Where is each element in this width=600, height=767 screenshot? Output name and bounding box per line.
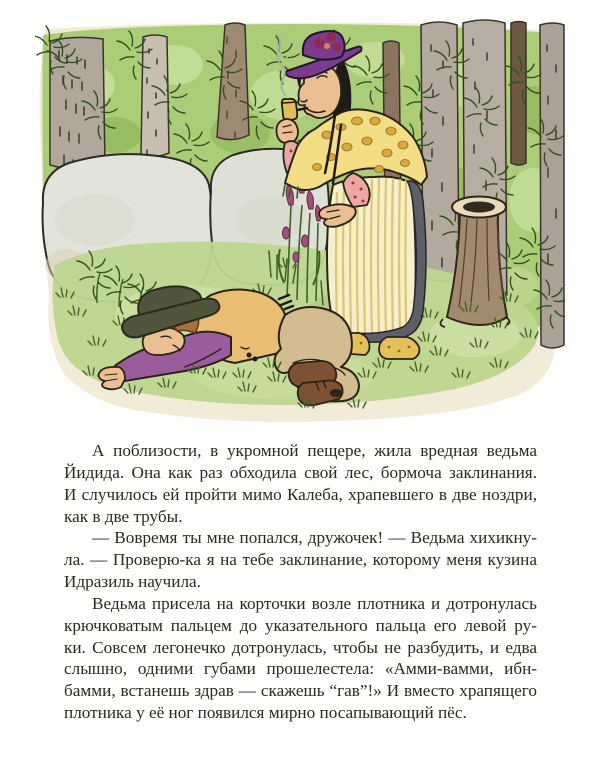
text-line: плотника у её ног появился мирно посапывающий пёс.	[64, 703, 467, 723]
paragraph	[64, 593, 537, 724]
tree-trunk	[141, 35, 169, 157]
text-line: Йидида. Она как раз обходила свой лес, бормоча заклинания.	[64, 462, 537, 482]
text-line: И случилось ей пройти мимо Калеба, храпевшего в две ноздри,	[64, 484, 537, 504]
story-illustration	[35, 15, 565, 430]
text-line: Ведьма присела на корточки возле плотника и дотронулась	[92, 593, 537, 613]
man-hand	[99, 367, 125, 389]
tree-trunk	[540, 23, 564, 348]
text-line: ла. — Проверю-ка я на тебе заклинание, которому меня кузина	[64, 550, 537, 570]
text-line: бамми, встанешь здрав — скажешь “гав”!» И вместо храпящего	[64, 681, 537, 701]
illustration-svg	[35, 15, 565, 430]
paragraph	[64, 527, 537, 593]
paragraph	[64, 440, 537, 527]
story-text	[64, 440, 537, 724]
tree-trunk	[511, 22, 526, 166]
witch-shoe	[379, 337, 419, 359]
text-line: слышно, одними губами прошелестела: «Амми-вамми, ибн-	[64, 659, 537, 679]
text-line: крючковатым пальцем до указательного пальца его левой ру-	[64, 615, 537, 635]
text-line: — Вовремя ты мне попался, дружочек! — Ведьма хихикну-	[92, 528, 537, 548]
text-line: как в две трубы.	[64, 506, 183, 526]
text-line: А поблизости, в укромной пещере, жила вредная ведьма	[92, 441, 537, 460]
witch-hand-pipe	[277, 119, 299, 143]
tree-trunk	[421, 22, 459, 281]
text-line: ки. Совсем легонечко дотронулась, чтобы не разбудить, и едва	[64, 637, 537, 657]
text-line: Идразиль научила.	[64, 572, 201, 592]
